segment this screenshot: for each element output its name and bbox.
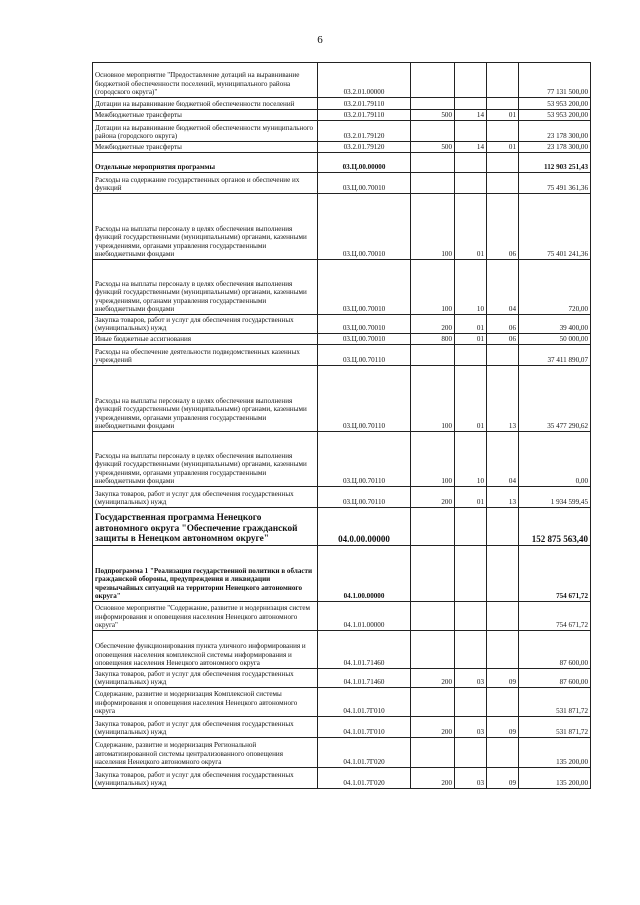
row-target-code: 03.Ц.00.70110 — [318, 345, 411, 366]
row-subsection: 06 — [487, 194, 519, 260]
row-expense-type — [411, 602, 455, 631]
row-target-code: 03.Ц.00.70110 — [318, 432, 411, 487]
row-target-code: 03.2.01.00000 — [318, 63, 411, 98]
table-row — [93, 142, 591, 153]
row-amount: 50 000,00 — [519, 334, 591, 345]
table-row — [93, 602, 591, 631]
row-name: Государственная программа Ненецкого автономного округа "Обеспечение гражданской защиты в Ненецком автономном округе" — [93, 508, 318, 546]
row-expense-type — [411, 631, 455, 669]
row-amount: 23 178 300,00 — [519, 142, 591, 153]
table-row — [93, 669, 591, 688]
row-subsection: 01 — [487, 110, 519, 121]
row-amount: 112 903 251,43 — [519, 153, 591, 173]
table-row — [93, 768, 591, 789]
row-name: Основное мероприятие "Предоставление дотаций на выравнивание бюджетной обеспеченности поселений, муниципального района (городского округа)" — [93, 63, 318, 98]
table-row — [93, 688, 591, 717]
table-row — [93, 110, 591, 121]
row-subsection — [487, 121, 519, 142]
row-amount: 0,00 — [519, 432, 591, 487]
row-target-code: 04.1.01.7Г020 — [318, 768, 411, 789]
row-amount: 75 491 361,36 — [519, 173, 591, 194]
row-subsection: 13 — [487, 366, 519, 432]
row-target-code: 03.Ц.00.70110 — [318, 487, 411, 508]
row-name: Отдельные мероприятия программы — [93, 153, 318, 173]
row-target-code: 03.Ц.00.70010 — [318, 315, 411, 334]
row-name: Межбюджетные трансферты — [93, 142, 318, 153]
row-name: Расходы на выплаты персоналу в целях обеспечения выполнения функций государственными (муниципальными) органами, казенными учреждениями, органами управления государственными внебюджетными фондами — [93, 432, 318, 487]
row-expense-type: 200 — [411, 315, 455, 334]
row-subsection: 06 — [487, 334, 519, 345]
row-amount: 754 671,72 — [519, 602, 591, 631]
row-target-code: 04.1.01.7Г010 — [318, 717, 411, 738]
row-expense-type — [411, 173, 455, 194]
row-expense-type: 500 — [411, 142, 455, 153]
row-name: Дотации на выравнивание бюджетной обеспеченности поселений — [93, 98, 318, 110]
row-target-code: 03.Ц.00.70010 — [318, 260, 411, 315]
row-target-code: 04.1.01.7Г010 — [318, 688, 411, 717]
table-row — [93, 260, 591, 315]
budget-table-body — [93, 63, 591, 789]
table-row — [93, 432, 591, 487]
row-subsection — [487, 63, 519, 98]
row-expense-type: 200 — [411, 669, 455, 688]
row-name: Содержание, развитие и модернизация Комплексной системы информирования и оповещения населения Ненецкого автономного округа — [93, 688, 318, 717]
row-name: Закупка товаров, работ и услуг для обеспечения государственных (муниципальных) нужд — [93, 717, 318, 738]
row-subsection — [487, 602, 519, 631]
row-subsection — [487, 98, 519, 110]
row-subsection — [487, 546, 519, 602]
row-section — [455, 153, 487, 173]
row-target-code: 03.Ц.00.00000 — [318, 153, 411, 173]
table-row — [93, 738, 591, 768]
row-subsection: 04 — [487, 432, 519, 487]
table-row — [93, 98, 591, 110]
row-target-code: 03.Ц.00.70010 — [318, 334, 411, 345]
row-name: Закупка товаров, работ и услуг для обеспечения государственных (муниципальных) нужд — [93, 487, 318, 508]
row-expense-type — [411, 98, 455, 110]
row-subsection: 09 — [487, 669, 519, 688]
row-amount: 77 131 500,00 — [519, 63, 591, 98]
page-number: 6 — [317, 34, 323, 46]
table-row — [93, 173, 591, 194]
row-amount: 1 934 599,45 — [519, 487, 591, 508]
row-target-code: 03.Ц.00.70110 — [318, 366, 411, 432]
row-amount: 531 871,72 — [519, 688, 591, 717]
row-target-code: 03.2.01.79120 — [318, 121, 411, 142]
row-section: 14 — [455, 142, 487, 153]
row-amount: 75 401 241,36 — [519, 194, 591, 260]
row-section — [455, 688, 487, 717]
row-section — [455, 602, 487, 631]
row-amount: 531 871,72 — [519, 717, 591, 738]
row-section — [455, 173, 487, 194]
row-amount: 37 411 890,07 — [519, 345, 591, 366]
table-row — [93, 546, 591, 602]
row-name: Расходы на выплаты персоналу в целях обеспечения выполнения функций государственными (муниципальными) органами, казенными учреждениями, органами управления государственными внебюджетными фондами — [93, 194, 318, 260]
table-row — [93, 631, 591, 669]
row-section — [455, 121, 487, 142]
row-section: 01 — [455, 194, 487, 260]
row-expense-type — [411, 121, 455, 142]
row-subsection: 13 — [487, 487, 519, 508]
row-expense-type: 100 — [411, 194, 455, 260]
row-name: Закупка товаров, работ и услуг для обеспечения государственных (муниципальных) нужд — [93, 768, 318, 789]
row-amount: 135 200,00 — [519, 768, 591, 789]
row-expense-type: 500 — [411, 110, 455, 121]
row-amount: 39 400,00 — [519, 315, 591, 334]
row-target-code: 04.1.01.00000 — [318, 602, 411, 631]
table-row — [93, 121, 591, 142]
row-subsection: 04 — [487, 260, 519, 315]
row-subsection — [487, 738, 519, 768]
table-row — [93, 345, 591, 366]
row-expense-type: 100 — [411, 260, 455, 315]
row-subsection: 09 — [487, 717, 519, 738]
row-section — [455, 98, 487, 110]
row-name: Закупка товаров, работ и услуг для обеспечения государственных (муниципальных) нужд — [93, 669, 318, 688]
row-section: 01 — [455, 315, 487, 334]
row-section — [455, 546, 487, 602]
row-target-code: 03.Ц.00.70010 — [318, 173, 411, 194]
row-target-code: 04.1.00.00000 — [318, 546, 411, 602]
table-row — [93, 334, 591, 345]
row-expense-type — [411, 688, 455, 717]
table-row — [93, 194, 591, 260]
row-section: 03 — [455, 717, 487, 738]
row-subsection — [487, 631, 519, 669]
row-subsection — [487, 508, 519, 546]
row-section: 01 — [455, 487, 487, 508]
row-expense-type: 200 — [411, 768, 455, 789]
table-row — [93, 63, 591, 98]
table-row — [93, 508, 591, 546]
row-target-code: 04.1.01.71460 — [318, 669, 411, 688]
table-row — [93, 717, 591, 738]
row-amount: 152 875 563,40 — [519, 508, 591, 546]
row-expense-type — [411, 345, 455, 366]
table-row — [93, 487, 591, 508]
row-section — [455, 738, 487, 768]
row-subsection — [487, 688, 519, 717]
row-name: Обеспечение функционирования пункта уличного информирования и оповещения населения комплексной системы информирования и оповещения населения Ненецкого автономного округа — [93, 631, 318, 669]
row-target-code: 03.2.01.79110 — [318, 98, 411, 110]
row-name: Иные бюджетные ассигнования — [93, 334, 318, 345]
row-amount: 720,00 — [519, 260, 591, 315]
row-subsection: 01 — [487, 142, 519, 153]
row-target-code: 03.Ц.00.70010 — [318, 194, 411, 260]
row-name: Содержание, развитие и модернизация Региональной автоматизированной системы централизованного оповещения населения Ненецкого автономного округа — [93, 738, 318, 768]
row-amount: 35 477 290,62 — [519, 366, 591, 432]
row-target-code: 04.0.00.00000 — [318, 508, 411, 546]
row-target-code: 03.2.01.79110 — [318, 110, 411, 121]
row-section: 14 — [455, 110, 487, 121]
table-row — [93, 366, 591, 432]
row-name: Основное мероприятие "Содержание, развитие и модернизация систем информирования и оповещения населения Ненецкого автономного округа" — [93, 602, 318, 631]
row-amount: 87 600,00 — [519, 631, 591, 669]
row-amount: 87 600,00 — [519, 669, 591, 688]
row-section: 01 — [455, 334, 487, 345]
row-section: 10 — [455, 432, 487, 487]
row-subsection — [487, 173, 519, 194]
row-expense-type: 200 — [411, 717, 455, 738]
row-expense-type — [411, 738, 455, 768]
row-name: Расходы на обеспечение деятельности подведомственных казенных учреждений — [93, 345, 318, 366]
table-row — [93, 315, 591, 334]
row-section — [455, 63, 487, 98]
row-expense-type — [411, 63, 455, 98]
row-expense-type: 800 — [411, 334, 455, 345]
row-name: Расходы на содержание государственных органов и обеспечение их функций — [93, 173, 318, 194]
row-amount: 53 953 200,00 — [519, 110, 591, 121]
row-target-code: 04.1.01.7Г020 — [318, 738, 411, 768]
row-section — [455, 345, 487, 366]
row-target-code: 03.2.01.79120 — [318, 142, 411, 153]
row-name: Расходы на выплаты персоналу в целях обеспечения выполнения функций государственными (муниципальными) органами, казенными учреждениями, органами управления государственными внебюджетными фондами — [93, 260, 318, 315]
row-expense-type: 200 — [411, 487, 455, 508]
row-expense-type — [411, 153, 455, 173]
row-amount: 135 200,00 — [519, 738, 591, 768]
table-row — [93, 153, 591, 173]
row-subsection: 09 — [487, 768, 519, 789]
row-expense-type: 100 — [411, 432, 455, 487]
row-section: 03 — [455, 768, 487, 789]
row-amount: 53 953 200,00 — [519, 98, 591, 110]
row-name: Дотации на выравнивание бюджетной обеспеченности муниципального района (городского округа) — [93, 121, 318, 142]
budget-table — [92, 62, 591, 789]
row-target-code: 04.1.01.71460 — [318, 631, 411, 669]
row-section: 03 — [455, 669, 487, 688]
row-amount: 23 178 300,00 — [519, 121, 591, 142]
row-subsection — [487, 153, 519, 173]
row-section — [455, 508, 487, 546]
row-expense-type: 100 — [411, 366, 455, 432]
row-expense-type — [411, 546, 455, 602]
row-subsection — [487, 345, 519, 366]
row-name: Подпрограмма 1 "Реализация государственной политики в области гражданской обороны, предупреждения и ликвидации чрезвычайных ситуаций на территории Ненецкого автономного округа" — [93, 546, 318, 602]
row-section — [455, 631, 487, 669]
row-name: Закупка товаров, работ и услуг для обеспечения государственных (муниципальных) нужд — [93, 315, 318, 334]
row-section: 01 — [455, 366, 487, 432]
row-section: 10 — [455, 260, 487, 315]
row-name: Расходы на выплаты персоналу в целях обеспечения выполнения функций государственными (муниципальными) органами, казенными учреждениями, органами управления государственными внебюджетными фондами — [93, 366, 318, 432]
row-expense-type — [411, 508, 455, 546]
row-name: Межбюджетные трансферты — [93, 110, 318, 121]
row-amount: 754 671,72 — [519, 546, 591, 602]
row-subsection: 06 — [487, 315, 519, 334]
